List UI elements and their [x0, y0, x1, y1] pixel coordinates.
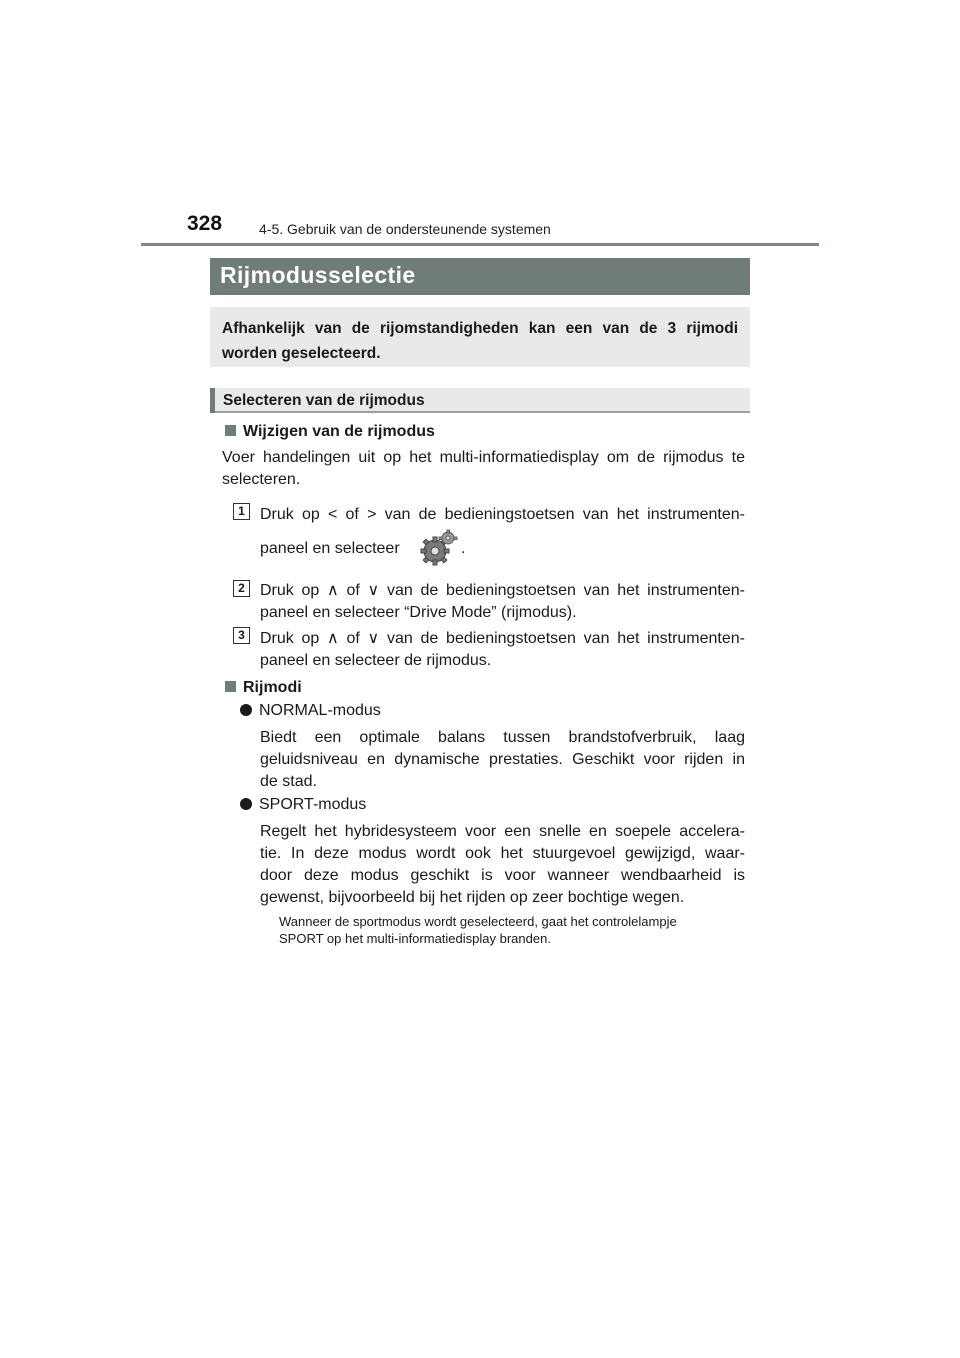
- subsection-heading-change: [225, 421, 435, 443]
- mode-normal-line: de stad.: [260, 773, 317, 790]
- step-2-line2: paneel en selecteer “Drive Mode” (rijmodus).: [260, 604, 577, 621]
- section-heading: Selecteren van de rijmodus: [223, 392, 425, 409]
- subsection-heading-modes-text: Rijmodi: [243, 679, 302, 696]
- step-1-line1: Druk op < of > van de bedieningstoetsen van het instrumenten-: [260, 506, 745, 523]
- step-number-1: 1: [233, 503, 250, 520]
- intro-text: Afhankelijk van de rijomstandigheden kan een van de 3 rijmodi worden geselecteerd.: [222, 320, 738, 362]
- intro-box: [210, 307, 750, 367]
- bullet-dot-icon: [240, 798, 252, 810]
- step-1-line2-end: .: [461, 540, 466, 557]
- step-2-line1: Druk op ∧ of ∨ van de bedieningstoetsen van het instrumenten-: [260, 582, 745, 599]
- mode-sport-line: tie. In deze modus wordt ook het stuurgevoel gewijzigd, waar-: [260, 845, 745, 862]
- mode-sport-line: door deze modus geschikt is voor wanneer wendbaarheid is: [260, 867, 745, 884]
- mode-sport-name: SPORT-modus: [259, 796, 367, 813]
- step-number-2: 2: [233, 580, 250, 597]
- section-accent: [210, 388, 215, 413]
- mode-normal-line: Biedt een optimale balans tussen brandstofverbruik, laag: [260, 729, 745, 746]
- mode-sport-note-line: SPORT op het multi-informatiedisplay branden.: [279, 931, 551, 946]
- subsection-heading-change-text: Wijzigen van de rijmodus: [243, 423, 435, 440]
- square-bullet-icon: [225, 425, 236, 436]
- step-number-3: 3: [233, 627, 250, 644]
- mode-sport-heading: [240, 794, 366, 816]
- title-bar: [210, 258, 750, 295]
- header-rule: [141, 243, 819, 246]
- mode-sport-note-line: Wanneer de sportmodus wordt geselecteerd, gaat het controlelampje: [279, 914, 677, 929]
- paragraph-line: Voer handelingen uit op het multi-informatiedisplay om de rijmodus te: [222, 449, 745, 466]
- step-1-line2-text: paneel en selecteer: [260, 540, 400, 557]
- step-3-line1: Druk op ∧ of ∨ van de bedieningstoetsen van het instrumenten-: [260, 630, 745, 647]
- step-1-line2: [260, 538, 400, 560]
- running-head: 4-5. Gebruik van de ondersteunende systemen: [259, 221, 551, 237]
- mode-normal-line: geluidsniveau en dynamische prestaties. Geschikt voor rijden in: [260, 751, 745, 768]
- bullet-dot-icon: [240, 704, 252, 716]
- subsection-heading-modes: [225, 677, 302, 699]
- square-bullet-icon: [225, 681, 236, 692]
- mode-sport-line: gewenst, bijvoorbeeld bij het rijden op zeer bochtige wegen.: [260, 889, 685, 906]
- mode-normal-heading: [240, 700, 381, 722]
- section-heading-bar: [210, 388, 750, 413]
- page-number: 328: [187, 212, 223, 235]
- mode-sport-line: Regelt het hybridesysteem voor een snelle en soepele accelera-: [260, 823, 745, 840]
- mode-normal-name: NORMAL-modus: [259, 702, 381, 719]
- gear-icon: [418, 528, 458, 568]
- step-3-line2: paneel en selecteer de rijmodus.: [260, 652, 492, 669]
- page-title: Rijmodusselectie: [220, 262, 416, 288]
- paragraph-line: selecteren.: [222, 471, 301, 488]
